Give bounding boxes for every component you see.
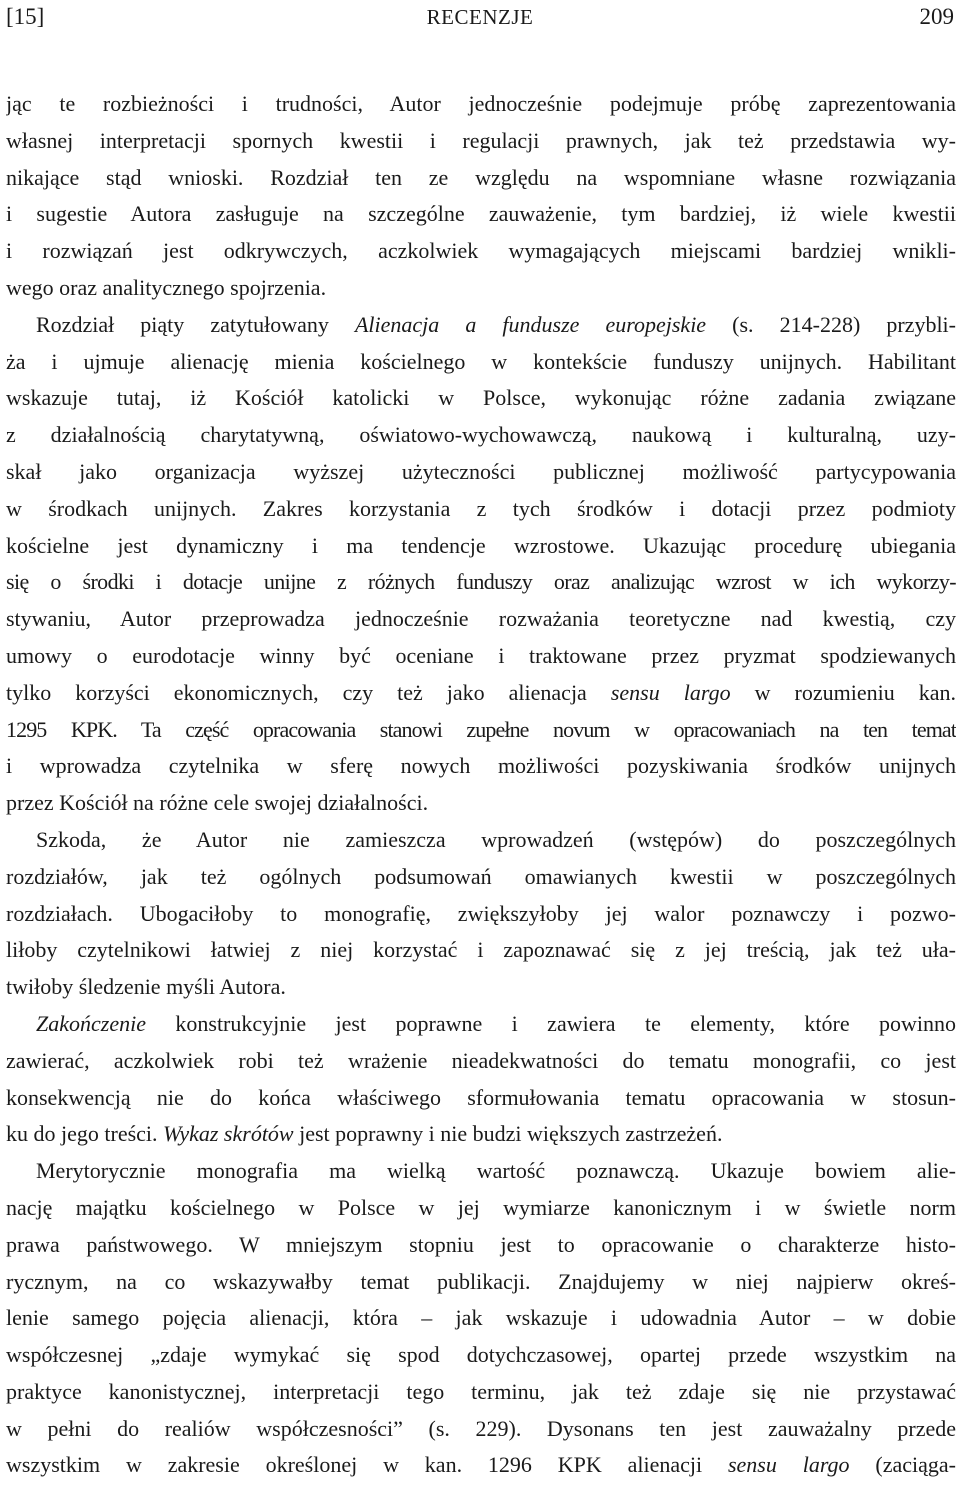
text-segment: Merytorycznie monografia ma wielką wartość poznawczą. Ukazuje bowiem alie- <box>36 1158 956 1184</box>
text-line <box>6 564 956 601</box>
text-segment: konsekwencją nie do końca właściwego sformułowania tematu opracowania w stosun- <box>6 1084 956 1110</box>
text-line <box>6 160 956 197</box>
text-segment: nikające stąd wnioski. Rozdział ten ze względu na wspomniane własne rozwiązania <box>6 164 956 190</box>
text-segment: własnej interpretacji spornych kwestii i regulacji prawnych, jak też przedstawia wy- <box>6 127 956 153</box>
italic-text: Zakończenie <box>36 1010 146 1036</box>
text-segment: (zaciąga- <box>849 1452 956 1478</box>
text-line <box>6 1006 956 1043</box>
text-segment: wskazuje tutaj, iż Kościół katolicki w Polsce, wykonując różne zadania związane <box>6 385 956 411</box>
text-line <box>6 380 956 417</box>
text-line <box>6 1447 956 1484</box>
text-line <box>6 601 956 638</box>
text-segment: praktyce kanonistycznej, interpretacji tego terminu, jak też zdaje się nie przystawać <box>6 1378 956 1404</box>
text-segment: ku do jego treści. <box>6 1121 164 1147</box>
text-line <box>6 1374 956 1411</box>
text-segment: ża i ujmuje alienację mienia kościelnego w kontekście funduszy unijnych. Habilitant <box>6 348 956 374</box>
text-segment: z działalnością charytatywną, oświatowo-wychowawczą, naukową i kulturalną, uzy- <box>6 422 956 448</box>
italic-text: sensu largo <box>610 679 731 705</box>
text-segment: w rozumieniu kan. <box>730 679 956 705</box>
text-segment: stywaniu, Autor przeprowadza jednocześnie rozważania teoretyczne nad kwestią, czy <box>6 606 956 632</box>
text-segment: Szkoda, że Autor nie zamieszcza wprowadzeń (wstępów) do poszczególnych <box>36 826 956 852</box>
text-segment: jest poprawny i nie budzi większych zastrzeżeń. <box>293 1121 723 1147</box>
text-line <box>6 344 956 381</box>
text-segment: przez Kościół na różne cele swojej działalności. <box>6 790 429 816</box>
text-line <box>6 748 956 785</box>
text-segment: się o środki i dotacje unijne z różnych funduszy oraz analizując wzrost w ich wykorzy- <box>6 569 956 595</box>
text-segment: współczesnej „zdaje wymykać się spod dotychczasowej, opartej przede wszystkim na <box>6 1342 956 1368</box>
text-segment: jąc te rozbieżności i trudności, Autor jednocześnie podejmuje próbę zaprezentowania <box>6 91 956 116</box>
text-segment: prawa państwowego. W mniejszym stopniu jest to opracowanie o charakterze histo- <box>6 1231 956 1257</box>
italic-text: Wykaz skrótów <box>163 1121 294 1147</box>
text-line <box>6 1227 956 1264</box>
italic-text: sensu largo <box>727 1452 850 1478</box>
text-line <box>6 1411 956 1448</box>
text-line <box>6 822 956 859</box>
text-segment: nację majątku kościelnego w Polsce w jej wymiarze kanonicznym i w świetle norm <box>6 1194 956 1220</box>
text-segment: w środkach unijnych. Zakres korzystania z tych środków i dotacji przez podmioty <box>6 495 956 521</box>
text-segment: twiłoby śledzenie myśli Autora. <box>6 974 286 1000</box>
text-line <box>6 932 956 969</box>
text-line <box>6 969 956 1006</box>
text-line <box>6 1300 956 1337</box>
body-text <box>6 86 956 1484</box>
text-line <box>6 417 956 454</box>
text-line <box>6 1116 956 1153</box>
text-line <box>6 1264 956 1301</box>
text-line <box>6 491 956 528</box>
text-line <box>6 1043 956 1080</box>
text-line <box>6 1190 956 1227</box>
text-line <box>6 86 956 123</box>
page-reference: [15] <box>6 4 45 29</box>
text-line <box>6 1337 956 1374</box>
text-line <box>6 896 956 933</box>
text-segment: i sugestie Autora zasługuje na szczególne zauważenie, tym bardziej, iż wiele kwestii <box>6 201 956 227</box>
text-segment: zawierać, aczkolwiek robi też wrażenie nieadekwatności do tematu monografii, co jest <box>6 1047 956 1073</box>
text-line <box>6 785 956 822</box>
text-segment: umowy o eurodotacje winny być oceniane i traktowane przez pryzmat spodziewanych <box>6 642 956 668</box>
text-segment: 1295 KPK. Ta część opracowania stanowi zupełne novum w opracowaniach na ten temat <box>6 716 956 742</box>
text-line <box>6 638 956 675</box>
text-line <box>6 712 956 749</box>
text-segment: liłoby czytelnikowi łatwiej z niej korzystać i zapoznawać się z jej treścią, jak też uła- <box>6 937 956 963</box>
text-segment: Rozdział piąty zatytułowany <box>36 311 355 337</box>
text-segment: i wprowadza czytelnika w sferę nowych możliwości pozyskiwania środków unijnych <box>6 753 956 779</box>
text-segment: w pełni do realiów współczesności” (s. 229). Dysonans ten jest zauważalny przede <box>6 1415 956 1441</box>
running-header <box>6 0 954 34</box>
text-line <box>6 123 956 160</box>
text-segment: kościelne jest dynamiczny i ma tendencje wzrostowe. Ukazując procedurę ubiegania <box>6 532 956 558</box>
section-title: RECENZJE <box>426 5 534 29</box>
italic-text: Alienacja a fundusze europejskie <box>354 311 707 337</box>
text-line <box>6 307 956 344</box>
text-line <box>6 1153 956 1190</box>
text-line <box>6 196 956 233</box>
text-segment: rozdziałów, jak też ogólnych podsumowań omawianych kwestii w poszczególnych <box>6 863 956 889</box>
text-line <box>6 859 956 896</box>
text-line <box>6 528 956 565</box>
text-segment: lenie samego pojęcia alienacji, która – jak wskazuje i udowadnia Autor – w dobie <box>6 1305 956 1331</box>
text-segment: wego oraz analitycznego spojrzenia. <box>6 274 327 300</box>
text-segment: i rozwiązań jest odkrywczych, aczkolwiek wymagających miejscami bardziej wnikli- <box>6 238 956 264</box>
text-segment: (s. 214-228) przybli- <box>706 311 956 337</box>
text-segment: wszystkim w zakresie określonej w kan. 1296 KPK alienacji <box>6 1452 728 1478</box>
text-segment: konstrukcyjnie jest poprawne i zawiera te elementy, które powinno <box>145 1010 956 1036</box>
text-segment: rozdziałach. Ubogaciłoby to monografię, zwiększyłoby jej walor poznawczy i pozwo- <box>6 900 956 926</box>
text-line <box>6 233 956 270</box>
text-line <box>6 675 956 712</box>
text-segment: tylko korzyści ekonomicznych, czy też jako alienacja <box>6 679 611 705</box>
text-line <box>6 1080 956 1117</box>
page-number: 209 <box>919 4 954 29</box>
text-segment: rycznym, na co wskazywałby temat publikacji. Znajdujemy w niej najpierw okreś- <box>6 1268 956 1294</box>
text-segment: skał jako organizacja wyższej użyteczności publicznej możliwość partycypowania <box>6 458 956 484</box>
text-line <box>6 454 956 491</box>
text-line <box>6 270 956 307</box>
